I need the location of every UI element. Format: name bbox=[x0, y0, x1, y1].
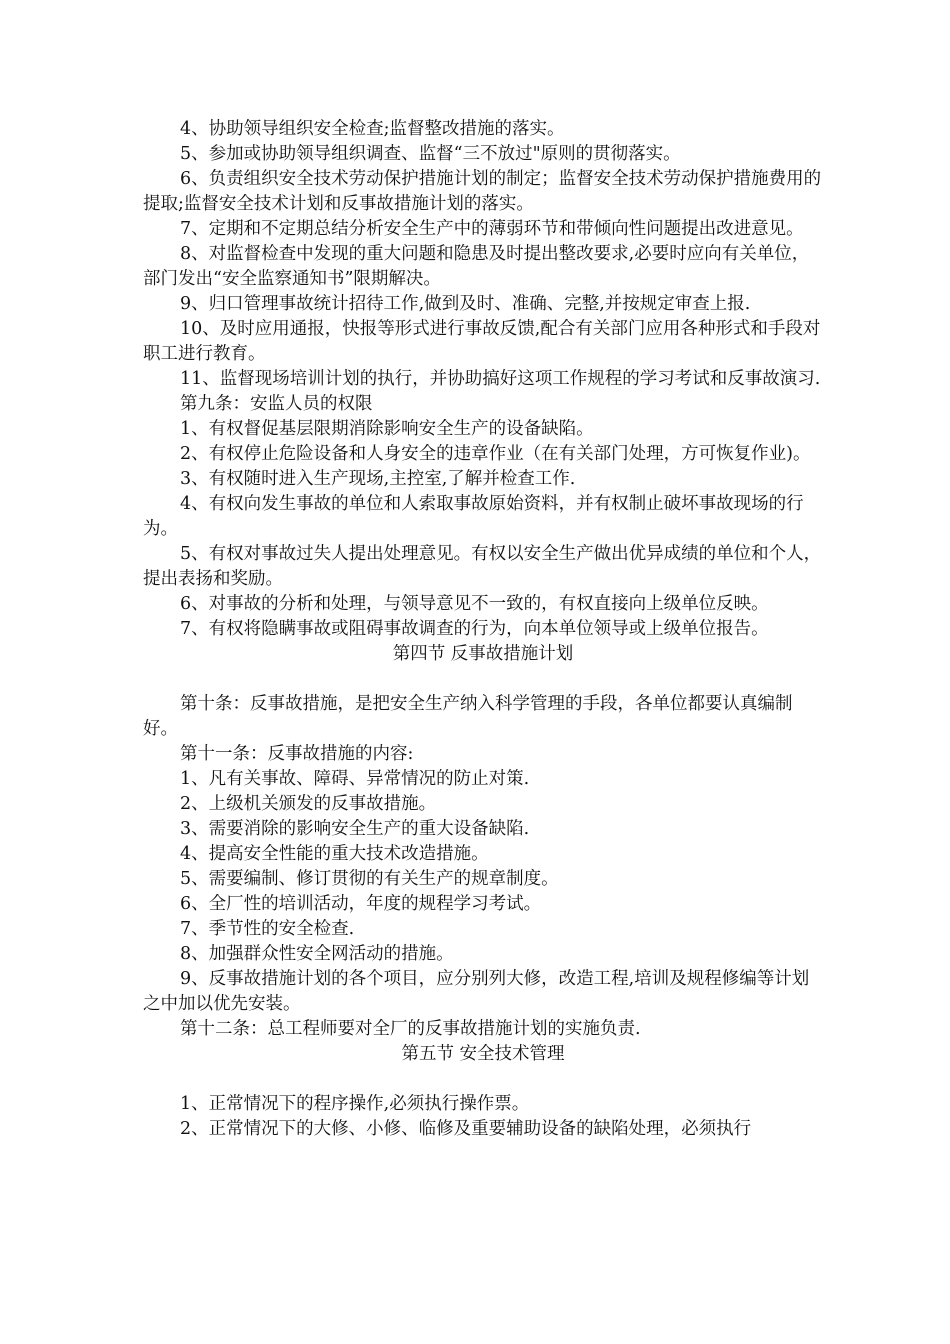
measure-item-3: 3、需要消除的影响安全生产的重大设备缺陷. bbox=[180, 819, 530, 839]
section-4-heading: 第四节 反事故措施计划 bbox=[392, 644, 574, 664]
tech-item-2: 2、正常情况下的大修、小修、临修及重要辅助设备的缺陷处理，必须执行 bbox=[180, 1119, 752, 1139]
spacer bbox=[143, 1067, 823, 1092]
measure-item-1: 1、凡有关事故、障碍、异常情况的防止对策. bbox=[180, 769, 530, 789]
measure-item-4: 4、提高安全性能的重大技术改造措施。 bbox=[180, 844, 489, 864]
duty-item-7: 7、定期和不定期总结分析安全生产中的薄弱环节和带倾向性问题提出改进意见。 bbox=[180, 219, 804, 239]
duty-item-5: 5、参加或协助领导组织调查、监督“三不放过"原则的贯彻落实。 bbox=[180, 144, 681, 164]
measure-item-7: 7、季节性的安全检查. bbox=[180, 919, 355, 939]
authority-item-4: 4、有权向发生事故的单位和人索取事故原始资料，并有权制止破坏事故现场的行为。 bbox=[143, 494, 804, 539]
authority-item-5: 5、有权对事故过失人提出处理意见。有权以安全生产做出优异成绩的单位和个人，提出表扬和奖励。 bbox=[143, 544, 822, 589]
authority-item-1: 1、有权督促基层限期消除影响安全生产的设备缺陷。 bbox=[180, 419, 594, 439]
duty-item-8: 8、对监督检查中发现的重大问题和隐患及时提出整改要求,必要时应向有关单位，部门发出“安全监察通知书”限期解决。 bbox=[143, 244, 810, 289]
measure-item-9: 9、反事故措施计划的各个项目，应分别列大修，改造工程,培训及规程修编等计划之中加以优先安装。 bbox=[143, 969, 810, 1014]
duty-item-9: 9、归口管理事故统计招待工作,做到及时、准确、完整,并按规定审查上报. bbox=[180, 294, 751, 314]
duty-item-10: 10、及时应用通报，快报等形式进行事故反馈,配合有关部门应用各种形式和手段对职工进行教育。 bbox=[143, 319, 821, 364]
duty-item-4: 4、协助领导组织安全检查;监督整改措施的落实。 bbox=[180, 119, 565, 139]
measure-item-6: 6、全厂性的培训活动，年度的规程学习考试。 bbox=[180, 894, 542, 914]
article-12: 第十二条：总工程师要对全厂的反事故措施计划的实施负责. bbox=[180, 1019, 641, 1039]
article-10: 第十条：反事故措施，是把安全生产纳入科学管理的手段，各单位都要认真编制好。 bbox=[143, 694, 793, 739]
duty-item-6: 6、负责组织安全技术劳动保护措施计划的制定；监督安全技术劳动保护措施费用的提取;监督安全技术计划和反事故措施计划的落实。 bbox=[143, 169, 822, 214]
article-11-title: 第十一条：反事故措施的内容: bbox=[180, 744, 414, 764]
authority-item-3: 3、有权随时进入生产现场,主控室,了解并检查工作. bbox=[180, 469, 576, 489]
spacer bbox=[143, 667, 823, 692]
authority-item-2: 2、有权停止危险设备和人身安全的违章作业（在有关部门处理，方可恢复作业)。 bbox=[180, 444, 811, 464]
authority-item-6: 6、对事故的分析和处理，与领导意见不一致的，有权直接向上级单位反映。 bbox=[180, 594, 769, 614]
tech-item-1: 1、正常情况下的程序操作,必须执行操作票。 bbox=[180, 1094, 530, 1114]
section-5-heading: 第五节 安全技术管理 bbox=[401, 1044, 565, 1064]
measure-item-2: 2、上级机关颁发的反事故措施。 bbox=[180, 794, 437, 814]
measure-item-8: 8、加强群众性安全网活动的措施。 bbox=[180, 944, 454, 964]
duty-item-11: 11、监督现场培训计划的执行，并协助搞好这项工作规程的学习考试和反事故演习. bbox=[180, 369, 821, 389]
document-body bbox=[143, 117, 823, 1142]
article-9-title: 第九条：安监人员的权限 bbox=[180, 394, 373, 414]
measure-item-5: 5、需要编制、修订贯彻的有关生产的规章制度。 bbox=[180, 869, 559, 889]
authority-item-7: 7、有权将隐瞒事故或阻碍事故调查的行为，向本单位领导或上级单位报告。 bbox=[180, 619, 769, 639]
